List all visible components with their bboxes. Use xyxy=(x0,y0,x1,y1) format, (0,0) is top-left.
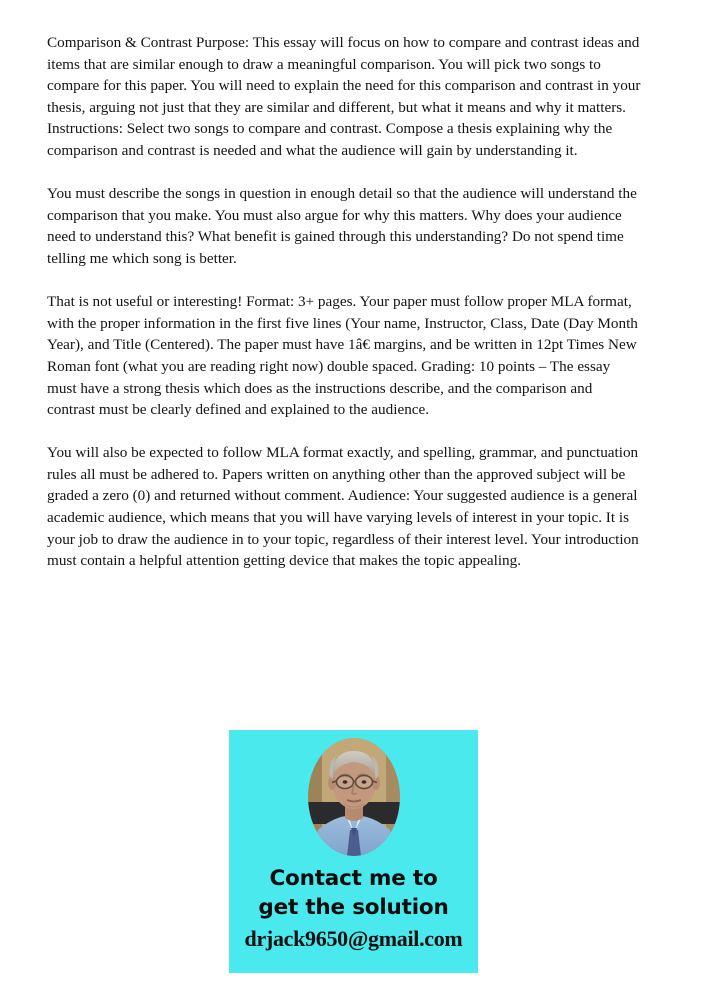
promo-heading-line-1: Contact me to xyxy=(269,866,438,891)
promo-heading xyxy=(229,864,478,922)
promo-email-address[interactable]: drjack9650@gmail.com xyxy=(244,926,463,951)
promo-heading-line-2: get the solution xyxy=(258,895,449,920)
document-text-body xyxy=(47,32,645,572)
paragraph-description-requirements: You must describe the songs in question in enough detail so that the audience will understand the comparison that you make. You must also argue for why this matters. Why does your audience need to understand this? What benefit is gained through this understanding? Do not spend time telling me which song is better. xyxy=(47,185,641,267)
paragraph-format-and-grading: That is not useful or interesting! Format: 3+ pages. Your paper must follow proper MLA format, with the proper information in the first five lines (Your name, Instructor, Class, Date (Day Month Year), and Title (Centered). The paper must have 1â€ margins, and be written in 12pt Times New Roman font (what you are reading right now) double spaced. Grading: 10 points – The essay must have a strong thesis which does as the instructions describe, and the comparison and contrast must be clearly defined and explained to the audience. xyxy=(47,293,642,419)
contact-promo-card xyxy=(229,730,478,973)
paragraph-mla-and-audience: You will also be expected to follow MLA format exactly, and spelling, grammar, and punctuation rules all must be adhered to. Papers written on anything other than the approved subject will be graded a zero (0) and returned without comment. Audience: Your suggested audience is a general academic audience, which means that you will have varying levels of interest in your topic. It is your job to draw the audience in to your topic, regardless of their interest level. Your introduction must contain a helpful attention getting device that makes the topic appealing. xyxy=(47,444,643,570)
portrait-photo xyxy=(308,738,400,856)
paragraph-purpose: Comparison & Contrast Purpose: This essay will focus on how to compare and contrast ideas and items that are similar enough to draw a meaningful comparison. You will pick two songs to compare for this paper. You will need to explain the need for this comparison and contrast in your thesis, arguing not just that they are similar and different, but what it means and why it matters. Instructions: Select two songs to compare and contrast. Compose a thesis explaining why the comparison and contrast is needed and what the audience will gain by understanding it. xyxy=(47,34,645,159)
